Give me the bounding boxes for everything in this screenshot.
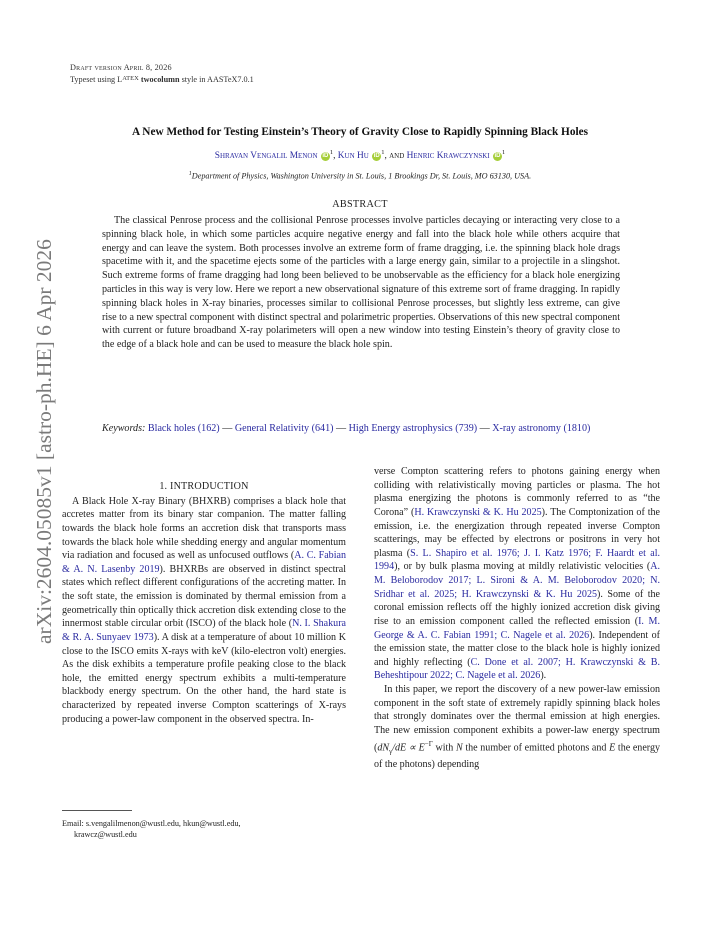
draft-version-line: Draft version April 8, 2026 — [70, 63, 172, 72]
citation-link[interactable]: S. L. Shapiro et al. 1976; J. I. Katz 1976; F. Haardt et al. 1994 — [374, 547, 660, 573]
citation-link[interactable]: C. Done et al. 2007; H. Krawczynski & B. Beheshtipour 2022; C. Nagele et al. 2026 — [374, 656, 660, 682]
body-text: ). — [540, 670, 547, 682]
draft-header — [70, 62, 254, 85]
author-name[interactable]: Henric Krawczynski — [406, 151, 490, 162]
orcid-icon[interactable]: iD — [322, 153, 329, 160]
citation-link[interactable]: A. M. Beloborodov 2017; L. Sironi & A. M. Beloborodov 2020; N. Sridhar et al. 2025; H. Krawczynski & K. Hu 2025 — [374, 561, 660, 600]
citation-link[interactable]: I. M. George & A. C. Fabian 1991; C. Nagele et al. 2026 — [374, 615, 660, 641]
typeset-line: Typeset using $L^{ATEX}$ twocolumn style in AASTeX7.0.1 — [70, 75, 254, 84]
math-superscript: −Γ — [424, 739, 433, 748]
arxiv-identifier-stamp: arXiv:2604.05085v1 [astro-ph.HE] 6 Apr 2026 — [32, 239, 56, 644]
math-symbol: N — [455, 741, 463, 753]
author-name[interactable]: Shravan Vengalil Menon — [214, 151, 318, 162]
left-column — [62, 480, 346, 726]
math-symbol: dN — [377, 741, 390, 753]
latex-logo: ATEX — [122, 75, 139, 82]
math-symbol: E — [609, 741, 616, 753]
keywords-label: Keywords: — [102, 423, 146, 434]
body-text: ). A disk at a temperature of about 10 million K close to the ISCO emits X-rays with keV (kilo-electron volt) energies. As the disk exhibits a temperature profile peaking close to the black hole, the emitted energy spectrum exhibits a multi-temperature blackbody energy spectrum. On the other hand, the hard state is characterized by repeated inverse Compton scatterings of X-rays producing a power-law component in the observed spectra. In- — [62, 631, 347, 725]
body-text: ), or by bulk plasma moving at mildly relativistic velocities ( — [394, 561, 651, 573]
intro-paragraph-1 — [62, 495, 346, 727]
orcid-icon[interactable]: iD — [373, 153, 380, 160]
abstract-heading: ABSTRACT — [332, 199, 388, 210]
math-subscript: γ — [389, 746, 393, 755]
affiliation: $^1$Department of Physics, Washington University in St. Louis, 1 Brookings Dr, St. Louis, MO 63130, USA. — [188, 171, 532, 181]
intro-paragraph-2 — [374, 683, 660, 772]
footnote-rule — [62, 810, 132, 811]
intro-paragraph-1-continued — [374, 465, 660, 683]
keywords: Keywords: Black holes (162) — General Relativity (641) — High Energy astrophysics (739) — X-ray astronomy (1810) — [102, 423, 591, 434]
body-text: verse Compton scattering refers to photons gaining energy when colliding with relativistically moving particles or plasma. The hot plasma energizing the photons is commonly referred to as “the Corona” ( — [374, 466, 660, 518]
keyword-link[interactable]: X-ray astronomy (1810) — [492, 423, 591, 434]
body-text: ). The Comptonization of the emission, i.e. the energization through repeated inverse Compton scatterings, may be effected by electrons or positrons in very hot plasma ( — [374, 506, 660, 559]
section-heading-introduction: 1. INTRODUCTION — [159, 481, 249, 492]
body-text: with — [432, 741, 456, 753]
author-list: Shravan Vengalil Menon $iD^1$, Kun Hu $iD^1$, and Henric Krawczynski $iD^1$ — [214, 149, 506, 162]
body-text: the energy of the photons) depending — [374, 741, 661, 771]
email-footnote: Email: s.vengalilmenon@wustl.edu, hkun@wustl.edu, krawcz@wustl.edu — [62, 819, 241, 839]
math-symbol: /dE ∝ E — [392, 741, 425, 753]
author-conjunction: and — [389, 151, 405, 162]
body-text: the number of emitted photons and — [462, 741, 610, 753]
citation-link[interactable]: A. C. Fabian & A. N. Lasenby 2019 — [62, 550, 346, 575]
abstract-text: The classical Penrose process and the collisional Penrose processes involve particles decaying or interacting very close to a spinning black hole, in which some particles acquire negative energy and fall into the black hole while others acquire that energy and can leave the system. Both processes involve an extreme form of frame dragging, i.e. the spinning black hole drags spacetime with it, and the spacetime ejects some of the particles with a large energy gain, similar to a projectile in a slingshot. Such extreme forms of frame dragging had long been believed to be unobservable as the efficiency for a black hole energizing particles in this way is very low. Here we report a new observational signature of this extreme sort of frame dragging. In rapidly spinning black holes in X-ray binaries, processes similar to collisional Penrose processes, but slightly less extreme, can give rise to a new spectral component with distinct spectral and polarimetric properties. Observations of this new spectral component with current or future broadband X-ray polarimeters will open a new window into testing Einstein’s theory of gravity close to the edge of a black hole and can be used to measure the black hole spin. — [102, 215, 620, 351]
author-name[interactable]: Kun Hu — [337, 151, 369, 162]
body-text: ). Independent of the emission state, the matter close to the black hole is highly ionized and highly reflecting ( — [374, 629, 660, 668]
citation-link[interactable]: H. Krawczynski & K. Hu 2025 — [414, 506, 542, 518]
keyword-link[interactable]: High Energy astrophysics (739) — [348, 423, 478, 434]
paper-title: A New Method for Testing Einstein’s Theory of Gravity Close to Rapidly Spinning Black Holes — [131, 126, 589, 138]
body-text: A Black Hole X-ray Binary (BHXRB) comprises a black hole that accretes matter from its binary star companion. The matter falling towards the black hole forms an accretion disk that transports mass towards the black hole while shedding energy and angular momentum via radiation and focused as well as unfocused outflows ( — [62, 495, 346, 562]
body-text: In this paper, we report the discovery of a new power-law emission component in the soft state of extremely rapidly spinning black holes that strongly dominates over the thermal emission at high energies. The new emission component exhibits a power-law energy spectrum ( — [374, 684, 660, 753]
body-text: ). BHXRBs are observed in distinct spectral states which reflect different configurations of the accreting matter. In the soft state, the emission is dominated by thermal emission from a geometrically thin optically thick accretion disk extending close to the innermost stable circular orbit (ISCO) of the black hole ( — [62, 563, 346, 630]
keyword-link[interactable]: Black holes (162) — [147, 423, 220, 434]
orcid-icon[interactable]: iD — [494, 153, 501, 160]
right-column — [374, 465, 660, 772]
citation-link[interactable]: N. I. Shakura & R. A. Sunyaev 1973 — [62, 618, 346, 643]
keyword-link[interactable]: General Relativity (641) — [234, 423, 334, 434]
body-text: ). Some of the coronal emission reflects off the highly ionized accretion disk giving rise to an emission component called the reflected emission ( — [374, 588, 661, 627]
